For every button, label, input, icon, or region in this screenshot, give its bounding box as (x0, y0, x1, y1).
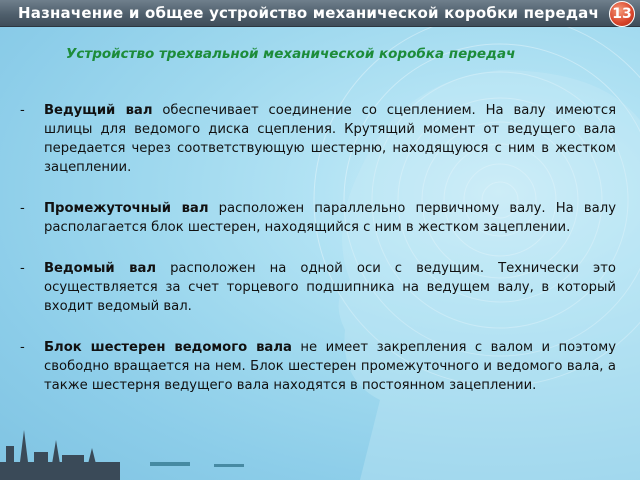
bullet-list (20, 101, 616, 417)
list-item (20, 259, 616, 316)
item-term: Ведущий вал (44, 103, 153, 118)
list-item (20, 199, 616, 237)
slide-title: Назначение и общее устройство механической коробки передач (18, 4, 599, 22)
list-item (20, 338, 616, 395)
item-term: Ведомый вал (44, 261, 157, 276)
slide-subtitle: Устройство трехвальной механической коробка передач (66, 46, 516, 62)
item-text: обеспечивает соединение со сцеплением. На валу имеются шлицы для ведомого диска сцепления. Крутящий момент от ведущего вала передается через соответствующую шестерню, находящуюся с ним в жестком зацеплении. (44, 103, 616, 175)
item-term: Блок шестерен ведомого вала (44, 340, 292, 355)
item-term: Промежуточный вал (44, 201, 209, 216)
list-item (20, 101, 616, 177)
slide-number-badge: 13 (609, 1, 635, 27)
item-text: не имеет закрепления с валом и поэтому свободно вращается на нем. Блок шестерен промежуточного и ведомого вала, а также шестерня ведущего вала находятся в постоянном зацеплении. (44, 340, 616, 393)
item-text: расположен параллельно первичному валу. На валу располагается блок шестерен, находящийся с ним в жестком зацеплении. (44, 201, 616, 235)
bullet-dash: - (20, 340, 25, 355)
bullet-dash: - (20, 261, 25, 276)
bullet-dash: - (20, 103, 25, 118)
item-text: расположен на одной оси с ведущим. Технически это осуществляется за счет торцевого подшипника на ведущем валу, в который входит ведомый вал. (44, 261, 616, 314)
bullet-dash: - (20, 201, 25, 216)
title-bar (0, 0, 640, 27)
